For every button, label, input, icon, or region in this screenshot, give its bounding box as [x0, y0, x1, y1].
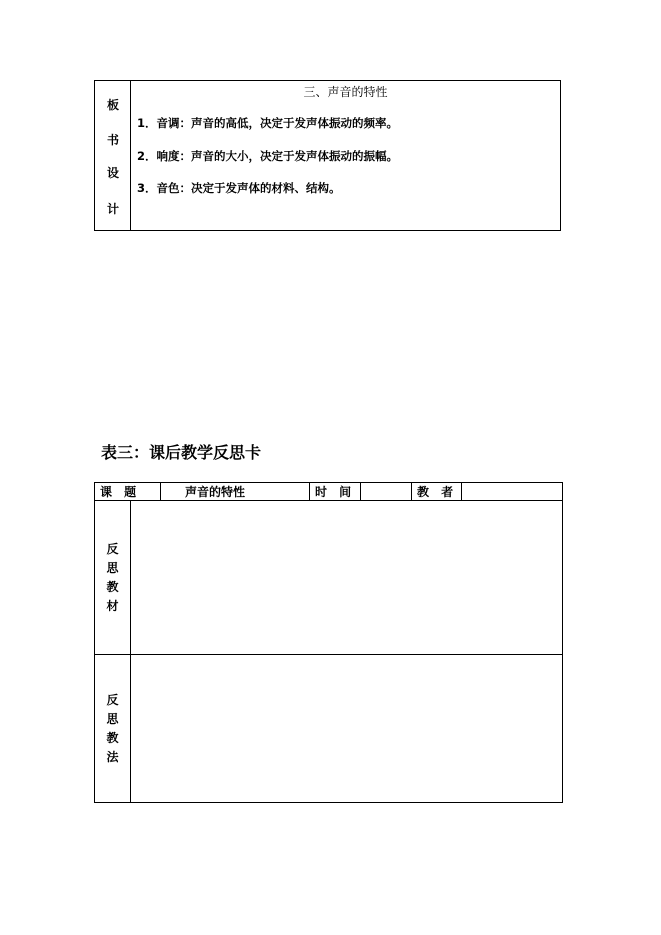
reflection-row-method	[95, 655, 563, 803]
board-design-label-char: 书	[106, 133, 119, 147]
reflection-material-label	[95, 501, 131, 655]
reflection-card-header-row	[95, 483, 563, 501]
reflection-label-char: 反	[106, 541, 119, 556]
board-design-table	[94, 80, 561, 231]
reflection-row-material	[95, 501, 563, 655]
reflection-card-table	[94, 482, 563, 803]
board-design-label	[95, 81, 131, 230]
topic-label: 课 题	[95, 483, 161, 501]
teacher-value	[462, 483, 563, 501]
reflection-method-label	[95, 655, 131, 803]
reflection-card-heading: 表三：课后教学反思卡	[101, 443, 262, 462]
reflection-label-char: 法	[106, 749, 119, 764]
board-design-line: 3．音色：决定于发声体的材料、结构。	[137, 181, 341, 195]
reflection-label-char: 思	[106, 711, 119, 726]
reflection-label-char: 教	[106, 579, 119, 594]
board-design-title: 三、声音的特性	[303, 85, 388, 99]
time-label: 时 间	[310, 483, 361, 501]
board-design-label-char: 板	[106, 98, 119, 112]
reflection-label-char: 思	[106, 560, 119, 575]
board-design-content	[131, 81, 560, 230]
topic-value: 声音的特性	[161, 483, 310, 501]
teacher-label: 教 者	[412, 483, 462, 501]
reflection-label-char: 反	[106, 692, 119, 707]
time-value	[361, 483, 412, 501]
board-design-line: 2．响度：声音的大小，决定于发声体振动的振幅。	[137, 149, 398, 163]
board-design-label-char: 设	[106, 166, 119, 180]
board-design-line: 1．音调：声音的高低，决定于发声体振动的频率。	[137, 116, 398, 130]
reflection-material-content	[131, 501, 563, 655]
reflection-label-char: 教	[106, 730, 119, 745]
board-design-label-char: 计	[106, 202, 119, 216]
reflection-label-char: 材	[106, 598, 119, 613]
reflection-method-content	[131, 655, 563, 803]
